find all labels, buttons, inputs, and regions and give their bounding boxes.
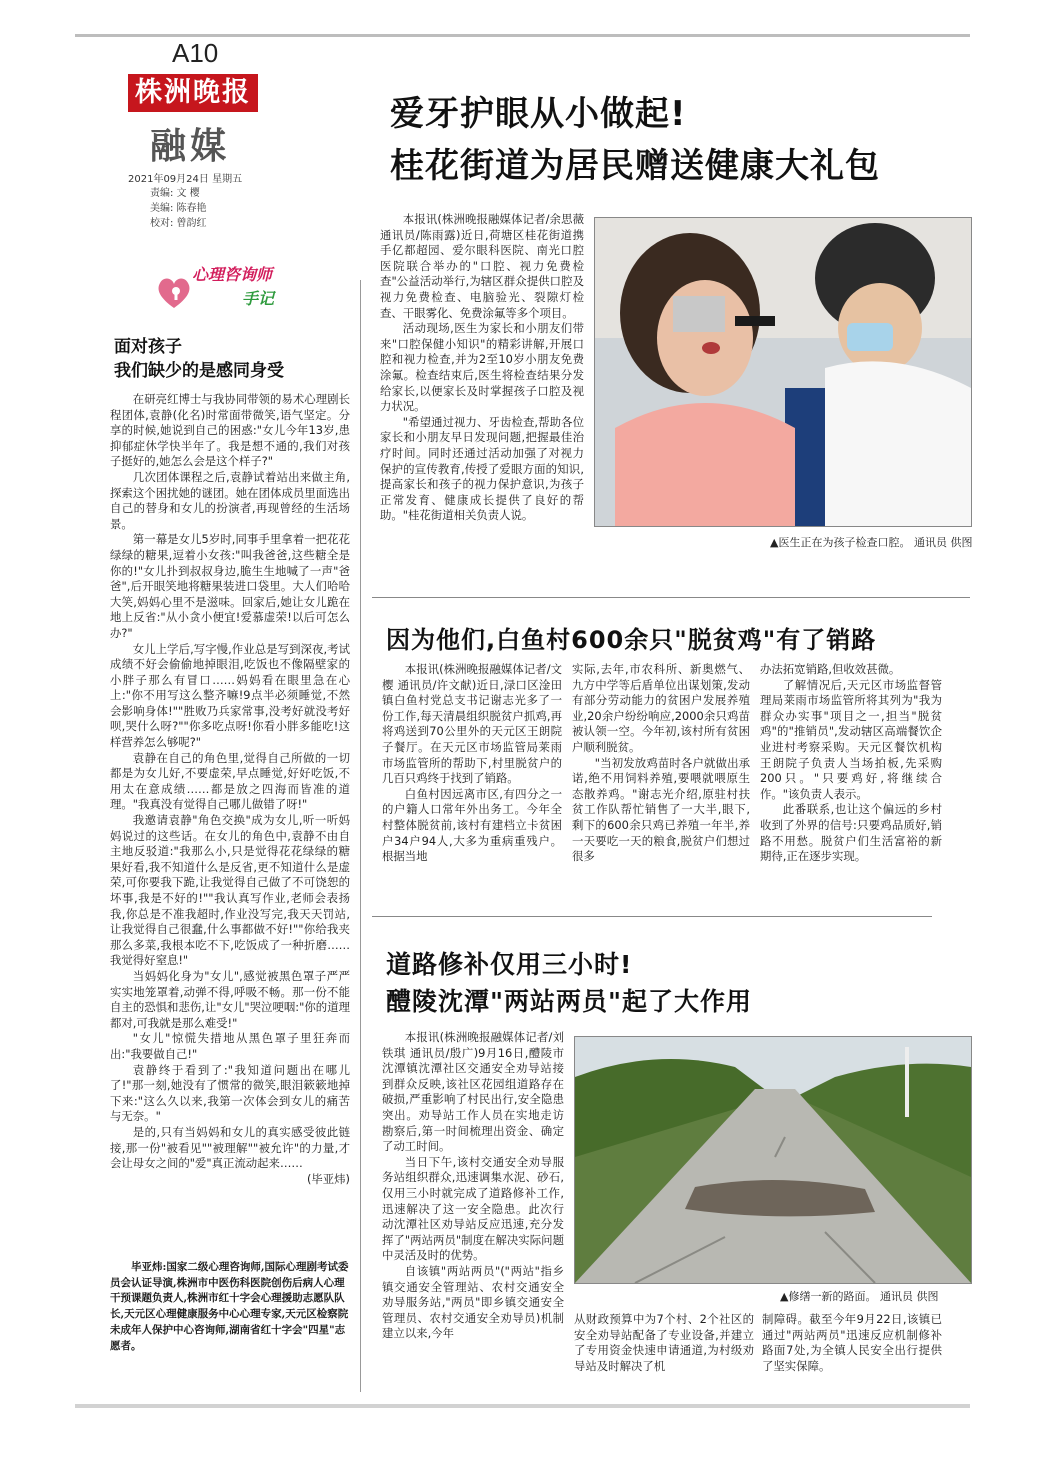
column-byline: (毕亚炜)	[306, 1171, 350, 1186]
designer-credit: 美编: 陈春艳	[150, 203, 207, 214]
column-paragraph: 是的,只有当妈妈和女儿的真实感受彼此链接,那一份"被看见""被理解""被允许"的力量,才会让母女之间的"爱"真正流动起来……	[110, 1124, 350, 1171]
column-badge-title: 心理咨询师	[192, 265, 273, 284]
article3-paragraph: 制障碍。截至今年9月22日,该镇已通过"两站两员"迅速反应机制修补路面7处,为全镇人民安全出行提供了坚实保障。	[762, 1312, 942, 1373]
author-bio	[110, 1260, 352, 1390]
article3-paragraph: 从财政预算中为7个村、2个社区的安全劝导站配备了专业设备,并建立了专用资金快速申请通道,为村级劝导站及时解决了机	[574, 1312, 754, 1373]
article2-paragraph: 本报讯(株洲晚报融媒体记者/文樱 通讯员/许文献)近日,渌口区淦田镇白鱼村党总支书记谢志光多了一份工作,每天清晨组织脱贫户抓鸡,再将鸡送到70公里外的天元区王朗院子餐厅。在天元区市场监管局莱雨市场监管所的帮助下,村里脱贫户的几百只鸡终于找到了销路。	[382, 662, 562, 786]
article3-headline-line2: 醴陵沈潭"两站两员"起了大作用	[386, 987, 753, 1016]
article2-column-2	[572, 662, 750, 892]
column-divider	[360, 280, 361, 1392]
article3-paragraph: 当日下午,该村交通安全劝导服务站组织群众,迅速调集水泥、砂石,仅用三小时就完成了道路修补工作,迅速解决了这一安全隐患。此次行动沈潭社区劝导站反应迅速,充分发挥了"两站两员"制度在解决实际问题中灵活及时的优势。	[382, 1154, 564, 1263]
article3-headline-line1: 道路修补仅用三小时!	[386, 950, 633, 979]
column-title-line1: 面对孩子	[114, 337, 182, 357]
column-badge	[150, 258, 310, 316]
article2-column-1	[382, 662, 562, 892]
heart-lock-icon	[154, 272, 194, 312]
article1-headline-line2: 桂花街道为居民赠送健康大礼包	[390, 146, 880, 186]
top-rule	[75, 34, 970, 37]
article2-paragraph: "当初发放鸡苗时各户就做出承诺,绝不用饲料养殖,要喂就喂原生态散养鸡。"谢志光介绍,原驻村扶贫工作队帮忙销售了一大半,眼下,剩下的600余只鸡已养殖一年半,养一天要吃一天的粮食,脱贫户们想过很多	[572, 755, 750, 864]
article3-photo	[574, 1036, 972, 1284]
article2-column-3	[760, 662, 942, 892]
article2-paragraph: 实际,去年,市农科所、新奥燃气、九方中学等后盾单位出谋划策,发动有部分劳动能力的贫困户发展养殖业,20余户纷纷响应,2000余只鸡苗被认领一空。今年初,该村所有贫困户顺利脱贫。	[572, 662, 750, 754]
eye-exam-illustration	[595, 218, 971, 526]
column-title-line2: 我们缺少的是感同身受	[114, 361, 284, 381]
article1-photo	[594, 217, 972, 527]
article2-paragraph: 办法拓宽销路,但收效甚微。	[760, 662, 901, 676]
article1-paragraph: 本报讯(株洲晚报融媒体记者/余思薇 通讯员/陈雨露)近日,荷塘区桂花街道携手亿都超园、爱尔眼科医院、南光口腔医院联合举办的"口腔、视力免费检查"公益活动举行,为辖区群众提供口腔及视力免费检查、电脑验光、裂隙灯检查、干眼雾化、免费涂氟等多个项目。	[380, 212, 584, 320]
article3-column-2	[574, 1312, 754, 1392]
article1-caption: ▲医生正在为孩子检查口腔。 通讯员 供图	[770, 536, 973, 549]
page-number: A10	[172, 38, 219, 68]
column-paragraph: 当妈妈化身为"女儿",感觉被黑色罩子严严实实地笼罩着,动弹不得,呼吸不畅。那一份不能自主的恐惧和悲伤,让"女儿"哭泣哽咽:"你的道理都对,可我就是那么难受!"	[110, 968, 350, 1030]
article3-paragraph: 自该镇"两站两员"("两站"指乡镇交通安全管理站、农村交通安全劝导服务站,"两员"即乡镇交通安全管理员、农村交通安全劝导员)机制建立以来,今年	[382, 1263, 564, 1341]
article2-headline: 因为他们,白鱼村600余只"脱贫鸡"有了销路	[386, 626, 877, 654]
article3-paragraph: 本报讯(株洲晚报融媒体记者/刘铁琪 通讯员/殷广)9月16日,醴陵市沈潭镇沈潭社区交通安全劝导站接到群众反映,该社区花园组道路存在破损,严重影响了村民出行,安全隐患突出。劝导站工作人员在实地走访勘察后,第一时间梳理出资金、确定了动工时间。	[382, 1030, 564, 1154]
column-badge-subtitle: 手记	[242, 289, 275, 308]
repaired-road-illustration	[575, 1037, 971, 1283]
bottom-rule	[75, 1404, 970, 1408]
article3-column-1	[382, 1030, 564, 1390]
section-title: 融媒	[150, 125, 231, 167]
article2-paragraph: 此番联系,也让这个偏远的乡村收到了外界的信号:只要鸡品质好,销路不用愁。脱贫户们生活富裕的新期待,正在逐步实现。	[760, 802, 942, 864]
editor-credit: 责编: 文 樱	[150, 188, 200, 199]
column-paragraph: 几次团体课程之后,袁静试着站出来做主角,探索这个困扰她的谜团。她在团体成员里面选出自己的替身和女儿的扮演者,再现曾经的生活场景。	[110, 469, 350, 531]
article-divider	[372, 597, 970, 598]
column-paragraph: 我邀请袁静"角色交换"成为女儿,听一听妈妈说过的这些话。在女儿的角色中,袁静不由自主地反驳道:"我那么小,只是觉得花花绿绿的糖果好看,我不知道什么是反省,更不知道什么是虚荣,可你要我下跪,让我觉得自己做了不可饶恕的坏事,我是不好的!""我认真写作业,老师会表扬我,你总是不准我超时,作业没写完,我天天罚站,让我觉得自己很蠢,什么事都做不好!""你给我夹那么多菜,我根本吃不下,吃饭成了一种折磨……我觉得好窒息!"	[110, 813, 350, 968]
article2-paragraph: 了解情况后,天元区市场监督管理局莱雨市场监管所将其列为"我为群众办实事"项目之一,担当"脱贫鸡"的"推销员",发动辖区高端餐饮企业进村考察采购。天元区餐饮机构王朗院子负责人当场拍板,先采购200只。"只要鸡好,将继续合作。"该负责人表示。	[760, 677, 942, 801]
article3-caption: ▲修缮一新的路面。 通讯员 供图	[780, 1290, 939, 1303]
newspaper-logo: 株洲晚报	[128, 74, 258, 112]
column-body	[110, 392, 350, 1247]
article1-body	[380, 212, 584, 562]
proofreader-credit: 校对: 曾韵红	[150, 218, 207, 229]
article1-paragraph: 活动现场,医生为家长和小朋友们带来"口腔保健小知识"的精彩讲解,开展口腔和视力检查,并为2至10岁小朋友免费涂氟。检查结束后,医生将检查结果分发给家长,以便家长及时掌握孩子口腔及视力状况。	[380, 321, 584, 414]
column-paragraph: 女儿上学后,写字慢,作业总是写到深夜,考试成绩不好会偷偷地掉眼泪,吃饭也不像隔壁家的小胖子那么有冒口……妈妈看在眼里急在心上:"你不用写这么整齐嘛!9点半必须睡觉,不然会影响身体!""胜败乃兵家常事,没考好就没考好呗,哭什么呀?""你多吃点呀!你看小胖多能吃!这样营养怎么够呢?"	[110, 641, 350, 750]
column-paragraph: 第一幕是女儿5岁时,同事手里拿着一把花花绿绿的糖果,逗着小女孩:"叫我爸爸,这些糖全是你的!"女儿扑到叔叔身边,脆生生地喊了一声"爸爸",后开眼笑地将糖果装进口袋里。大人们哈哈大笑,妈妈心里不是滋味。回家后,她让女儿跪在地上反省:"从小贪小便宜!爱慕虚荣!以后可怎么办?"	[110, 532, 350, 640]
column-paragraph: 在研亮红博士与我协同带领的易术心理剧长程团体,袁静(化名)时常面带微笑,语气坚定。分享的时候,她说到自己的困惑:"女儿今年13岁,患抑郁症休学快半年了。我是想不通的,我们对孩子挺好的,她怎么会是这个样子?"	[110, 392, 350, 469]
issue-date: 2021年09月24日 星期五	[128, 174, 243, 185]
article1-paragraph: "希望通过视力、牙齿检查,帮助各位家长和小朋友早日发现问题,把握最佳治疗时间。同时还通过活动加强了对视力保护的宣传教育,传授了爱眼方面的知识,提高家长和孩子的视力保护意识,为孩子正常发育、健康成长提供了良好的帮助。"桂花街道相关负责人说。	[380, 414, 584, 523]
article3-column-3	[762, 1312, 942, 1392]
column-paragraph: "女儿"惊慌失措地从黑色罩子里狂奔而出:"我要做自己!"	[110, 1031, 350, 1061]
article2-paragraph: 白鱼村因远离市区,有四分之一的户籍人口常年外出务工。今年全村整体脱贫前,该村有建档立卡贫困户34户94人,大多为重病重残户。根据当地	[382, 786, 562, 864]
article-divider	[372, 916, 932, 917]
article1-headline-line1: 爱牙护眼从小做起!	[390, 94, 687, 134]
column-paragraph: 袁静在自己的角色里,觉得自己所做的一切都是为女儿好,不要虚荣,早点睡觉,好好吃饭,不用太在意成绩……都是放之四海而皆准的道理。"我真没有觉得自己哪儿做错了呀!"	[110, 750, 350, 812]
column-paragraph: 袁静终于看到了:"我知道问题出在哪儿了!"那一刻,她没有了惯常的微笑,眼泪簌簌地掉下来:"这么久以来,我第一次体会到女儿的痛苦与无奈。"	[110, 1062, 350, 1124]
author-bio-text: 毕亚炜:国家二级心理咨询师,国际心理剧考试委员会认证导演,株洲市中医伤科医院创伤后病人心理干预课题负责人,株洲市红十字会心理援助志愿队队长,天元区心理健康服务中心心理专家,天元区检察院未成年人保护中心咨询师,湖南省红十字会"四星"志愿者。	[110, 1261, 349, 1352]
